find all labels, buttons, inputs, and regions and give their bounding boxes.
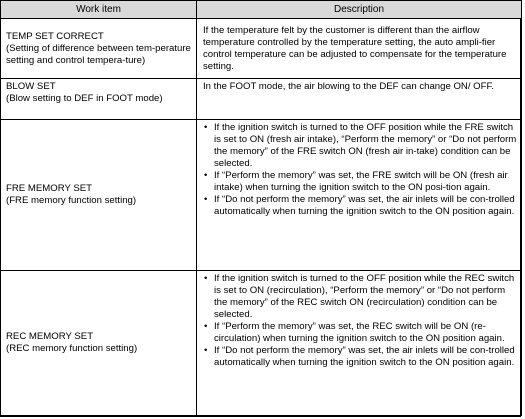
list-item	[203, 170, 517, 194]
description-bullet-list	[203, 122, 517, 218]
work-item-subtitle: (Setting of difference between tem-perature setting and control tempera-ture)	[6, 42, 191, 66]
work-item-subtitle: (FRE memory function setting)	[6, 195, 137, 206]
table-row	[1, 79, 522, 120]
bullet-text: If the ignition switch is turned to the OFF position while the FRE switch is set to ON (fresh air intake), “Perform the memory” or “Do not perform the memory” of the FRE switch ON (fresh air in-take) condition can be selected.	[214, 122, 517, 169]
list-item	[203, 273, 517, 321]
list-item	[203, 194, 517, 218]
work-item-name: TEMP SET CORRECT	[6, 30, 104, 42]
description-cell	[197, 120, 522, 271]
bullet-icon: •	[204, 170, 208, 181]
bullet-icon: •	[204, 321, 208, 332]
table-row	[1, 271, 522, 416]
list-item	[203, 122, 517, 170]
work-item-name: REC MEMORY SET	[6, 331, 94, 342]
bullet-icon: •	[204, 194, 208, 205]
description-cell	[197, 79, 522, 120]
description-cell	[197, 271, 522, 416]
work-item-cell	[1, 19, 197, 79]
bullet-icon: •	[204, 122, 208, 133]
bullet-text: If “Perform the memory” was set, the REC switch will be ON (re-circulation) when turning the ignition switch to the ON position again.	[214, 321, 505, 344]
table-row	[1, 19, 522, 79]
bullet-text: If the ignition switch is turned to the OFF position while the REC switch is set to ON (recirculation), “Perform the memory” or “Do not perform the memory” of the REC switch ON (recirculation) condition can be selected.	[214, 273, 515, 320]
bullet-text: If “Perform the memory” was set, the FRE switch will be ON (fresh air intake) when turning the ignition switch to the ON posi-tion again.	[214, 170, 508, 193]
work-item-subtitle: (Blow setting to DEF in FOOT mode)	[6, 93, 163, 104]
description-bullet-list	[203, 273, 517, 369]
header-description: Description	[197, 1, 522, 19]
list-item	[203, 321, 517, 345]
header-work-item: Work item	[1, 1, 197, 19]
table-header-row	[1, 1, 522, 19]
bullet-icon: •	[204, 273, 208, 284]
table-row	[1, 120, 522, 271]
bullet-icon: •	[204, 345, 208, 356]
work-item-cell	[1, 79, 197, 120]
list-item	[203, 345, 517, 369]
description-cell	[197, 19, 522, 79]
work-item-name: FRE MEMORY SET	[6, 183, 93, 194]
work-item-name: BLOW SET	[6, 81, 56, 92]
work-item-subtitle: (REC memory function setting)	[6, 343, 138, 354]
bullet-text: If “Do not perform the memory” was set, the air inlets will be con-trolled automatically when turning the ignition switch to the ON position again.	[214, 194, 515, 217]
description-text: In the FOOT mode, the air blowing to the DEF can change ON/ OFF.	[203, 81, 494, 92]
work-item-cell	[1, 271, 197, 416]
description-text: If the temperature felt by the customer is different than the airflow temperature controlled by the temperature setting, the auto ampli-fier control temperature can be adjusted to compensate for the temperature setting.	[203, 24, 507, 72]
work-item-cell	[1, 120, 197, 271]
bullet-text: If “Do not perform the memory” was set, the air inlets will be con-trolled automatically when turning the ignition switch to the ON position again.	[214, 345, 515, 368]
